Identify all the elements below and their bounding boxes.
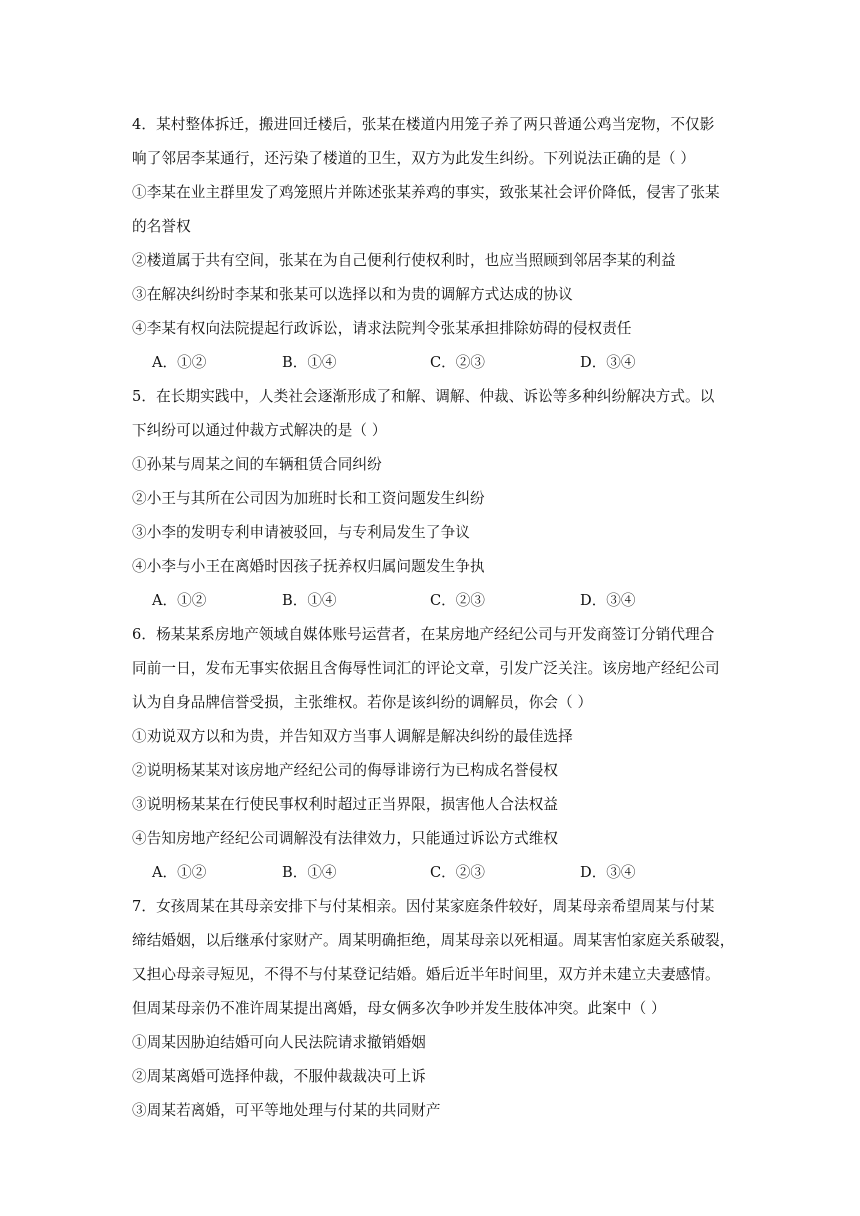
exam-page [132, 108, 735, 1128]
option-a: A．①② [152, 864, 207, 881]
question-stem-line: 认为自身品牌信誉受损，主张维权。若你是该纠纷的调解员，你会（ ） [132, 694, 593, 711]
option-c: C．②③ [430, 864, 485, 881]
question-stem-line: 响了邻居李某通行，还污染了楼道的卫生，双方为此发生纠纷。下列说法正确的是（ ） [132, 150, 696, 167]
question-7 [132, 890, 735, 1128]
option-a: A．①② [152, 354, 207, 371]
statement-3: ③周某若离婚，可平等地处理与付某的共同财产 [132, 1102, 441, 1119]
option-d: D．③④ [580, 354, 636, 371]
option-b: B．①④ [282, 592, 337, 609]
statement-4: ④告知房地产经纪公司调解没有法律效力，只能通过诉讼方式维权 [132, 830, 559, 847]
option-a: A．①② [152, 592, 207, 609]
question-5 [132, 380, 732, 618]
statement-4: ④李某有权向法院提起行政诉讼，请求法院判令张某承担排除妨碍的侵权责任 [132, 320, 632, 337]
answer-options [132, 856, 732, 890]
option-c: C．②③ [430, 592, 485, 609]
option-d: D．③④ [580, 864, 636, 881]
question-stem-line: 同前一日，发布无事实依据且含侮辱性词汇的评论文章，引发广泛关注。该房地产经纪公司 [132, 660, 720, 677]
statement-3: ③在解决纠纷时李某和张某可以选择以和为贵的调解方式达成的协议 [132, 286, 573, 303]
option-b: B．①④ [282, 354, 337, 371]
option-c: C．②③ [430, 354, 485, 371]
statement-4: ④小李与小王在离婚时因孩子抚养权归属问题发生争执 [132, 558, 485, 575]
question-stem-line: 又担心母亲寻短见，不得不与付某登记结婚。婚后近半年时间里，双方并未建立夫妻感情。 [132, 966, 720, 983]
question-stem-line: 但周某母亲仍不准许周某提出离婚，母女俩多次争吵并发生肢体冲突。此案中（ ） [132, 1000, 666, 1017]
question-stem-line: 5．在长期实践中，人类社会逐渐形成了和解、调解、仲裁、诉讼等多种纠纷解决方式。以 [132, 388, 715, 405]
statement-1: ①孙某与周某之间的车辆租赁合同纠纷 [132, 456, 382, 473]
statement-2: ②周某离婚可选择仲裁，不服仲裁裁决可上诉 [132, 1068, 426, 1085]
statement-1: ①劝说双方以和为贵，并告知双方当事人调解是解决纠纷的最佳选择 [132, 728, 573, 745]
answer-options [132, 584, 732, 618]
question-stem-line: 缔结婚姻，以后继承付家财产。周某明确拒绝，周某母亲以死相逼。周某害怕家庭关系破裂， [132, 932, 735, 949]
statement-2: ②楼道属于共有空间，张某在为自己便利行使权利时，也应当照顾到邻居李某的利益 [132, 252, 676, 269]
question-stem-line: 下纠纷可以通过仲裁方式解决的是（ ） [132, 422, 387, 439]
statement-1-continued: 的名誉权 [132, 218, 191, 235]
statement-1: ①李某在业主群里发了鸡笼照片并陈述张某养鸡的事实，致张某社会评价降低，侵害了张某 [132, 184, 720, 201]
option-d: D．③④ [580, 592, 636, 609]
statement-3: ③小李的发明专利申请被驳回，与专利局发生了争议 [132, 524, 470, 541]
question-6 [132, 618, 732, 890]
question-stem-line: 6．杨某某系房地产领域自媒体账号运营者，在某房地产经纪公司与开发商签订分销代理合 [132, 626, 715, 643]
answer-options [132, 346, 732, 380]
question-stem-line: 7．女孩周某在其母亲安排下与付某相亲。因付某家庭条件较好，周某母亲希望周某与付某 [132, 898, 715, 915]
statement-2: ②小王与其所在公司因为加班时长和工资问题发生纠纷 [132, 490, 485, 507]
statement-3: ③说明杨某某在行使民事权利时超过正当界限，损害他人合法权益 [132, 796, 559, 813]
statement-1: ①周某因胁迫结婚可向人民法院请求撤销婚姻 [132, 1034, 426, 1051]
question-stem-line: 4．某村整体拆迁，搬进回迁楼后，张某在楼道内用笼子养了两只普通公鸡当宠物，不仅影 [132, 116, 715, 133]
question-4 [132, 108, 732, 380]
statement-2: ②说明杨某某对该房地产经纪公司的侮辱诽谤行为已构成名誉侵权 [132, 762, 559, 779]
option-b: B．①④ [282, 864, 337, 881]
